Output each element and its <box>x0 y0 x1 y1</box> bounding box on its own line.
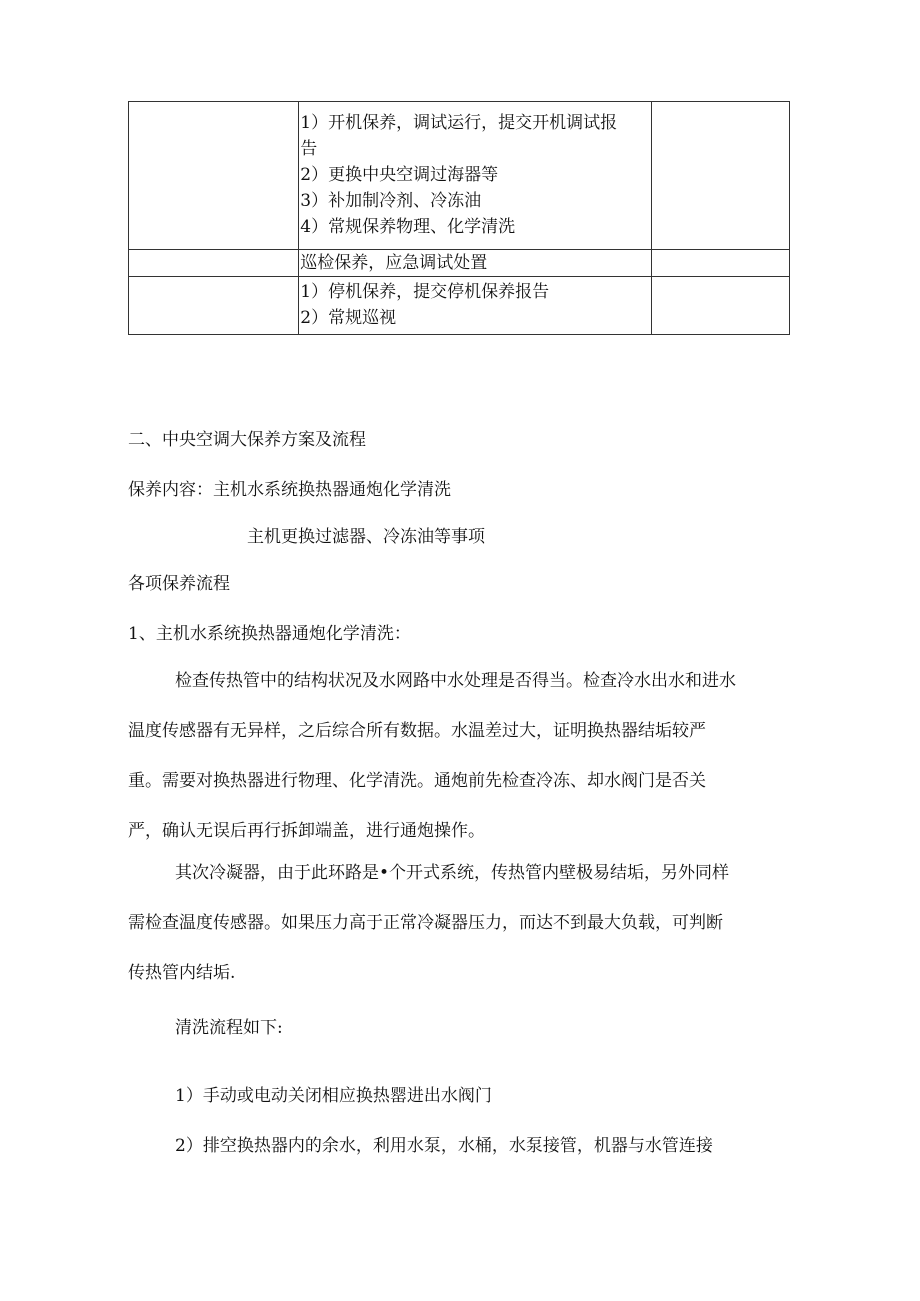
paragraph-line: 需检查温度传感器。如果压力高于正常冷凝器压力，而达不到最大负载，可判断 <box>128 913 723 933</box>
task-line: 2）常规巡视 <box>300 308 397 328</box>
paragraph-2 <box>128 848 729 998</box>
table-cell-tasks <box>299 277 652 335</box>
section-heading: 二、中央空调大保养方案及流程 <box>128 430 366 450</box>
paragraph-1 <box>128 656 736 856</box>
step-item: 2）排空换热器内的余水，利用水泵，水桶，水泵接管，机器与水管连接 <box>175 1136 713 1156</box>
table-cell-tasks <box>299 250 652 277</box>
table-row <box>129 277 790 335</box>
paragraph-line: 传热管内结垢. <box>128 963 236 983</box>
paragraph-line: 其次冷凝器，由于此环路是•个开式系统，传热管内壁极易结垢，另外同样 <box>175 863 730 883</box>
task-line: 4）常规保养物理、化学清洗 <box>300 217 516 237</box>
table-cell-empty <box>129 250 299 277</box>
table-cell-empty <box>129 277 299 335</box>
table-cell-empty <box>651 277 789 335</box>
task-line: 1）开机保养，调试运行，提交开机调试报 <box>300 113 618 133</box>
flow-heading: 各项保养流程 <box>128 574 230 594</box>
task-line: 巡检保养，应急调试处置 <box>300 253 488 273</box>
paragraph-line: 温度传感器有无异样，之后综合所有数据。水温差过大，证明换热器结垢较严 <box>128 721 706 741</box>
content-label: 保养内容：主机水系统换热器通炮化学清洗 <box>128 480 451 500</box>
table-cell-empty <box>651 102 789 250</box>
paragraph-line: 严，确认无误后再行拆卸端盖，进行通炮操作。 <box>128 821 485 841</box>
table-cell-tasks <box>299 102 652 250</box>
paragraph-line: 检查传热管中的结构状况及水网路中水处理是否得当。检查冷水出水和进水 <box>175 671 736 691</box>
content-line-2: 主机更换过滤器、冷冻油等事项 <box>247 527 485 547</box>
task-line: 1）停机保养，提交停机保养报告 <box>300 282 550 302</box>
table-cell-empty <box>651 250 789 277</box>
table-row <box>129 102 790 250</box>
paragraph-line: 重。需要对换热器进行物理、化学清洗。通炮前先检查冷冻、却水阀门是否关 <box>128 771 706 791</box>
task-line: 3）补加制冷剂、冷冻油 <box>300 191 482 211</box>
step-item: 1）手动或电动关闭相应换热罂进出水阀门 <box>175 1086 492 1106</box>
flow-intro: 清洗流程如下: <box>175 1018 283 1038</box>
task-line: 告 <box>300 139 318 159</box>
table-cell-empty <box>129 102 299 250</box>
task-line: 2）更换中央空调过海器等 <box>300 165 499 185</box>
table-row <box>129 250 790 277</box>
maintenance-table <box>128 101 790 335</box>
item1-heading: 1、主机水系统换热器通炮化学清洗： <box>128 624 411 644</box>
